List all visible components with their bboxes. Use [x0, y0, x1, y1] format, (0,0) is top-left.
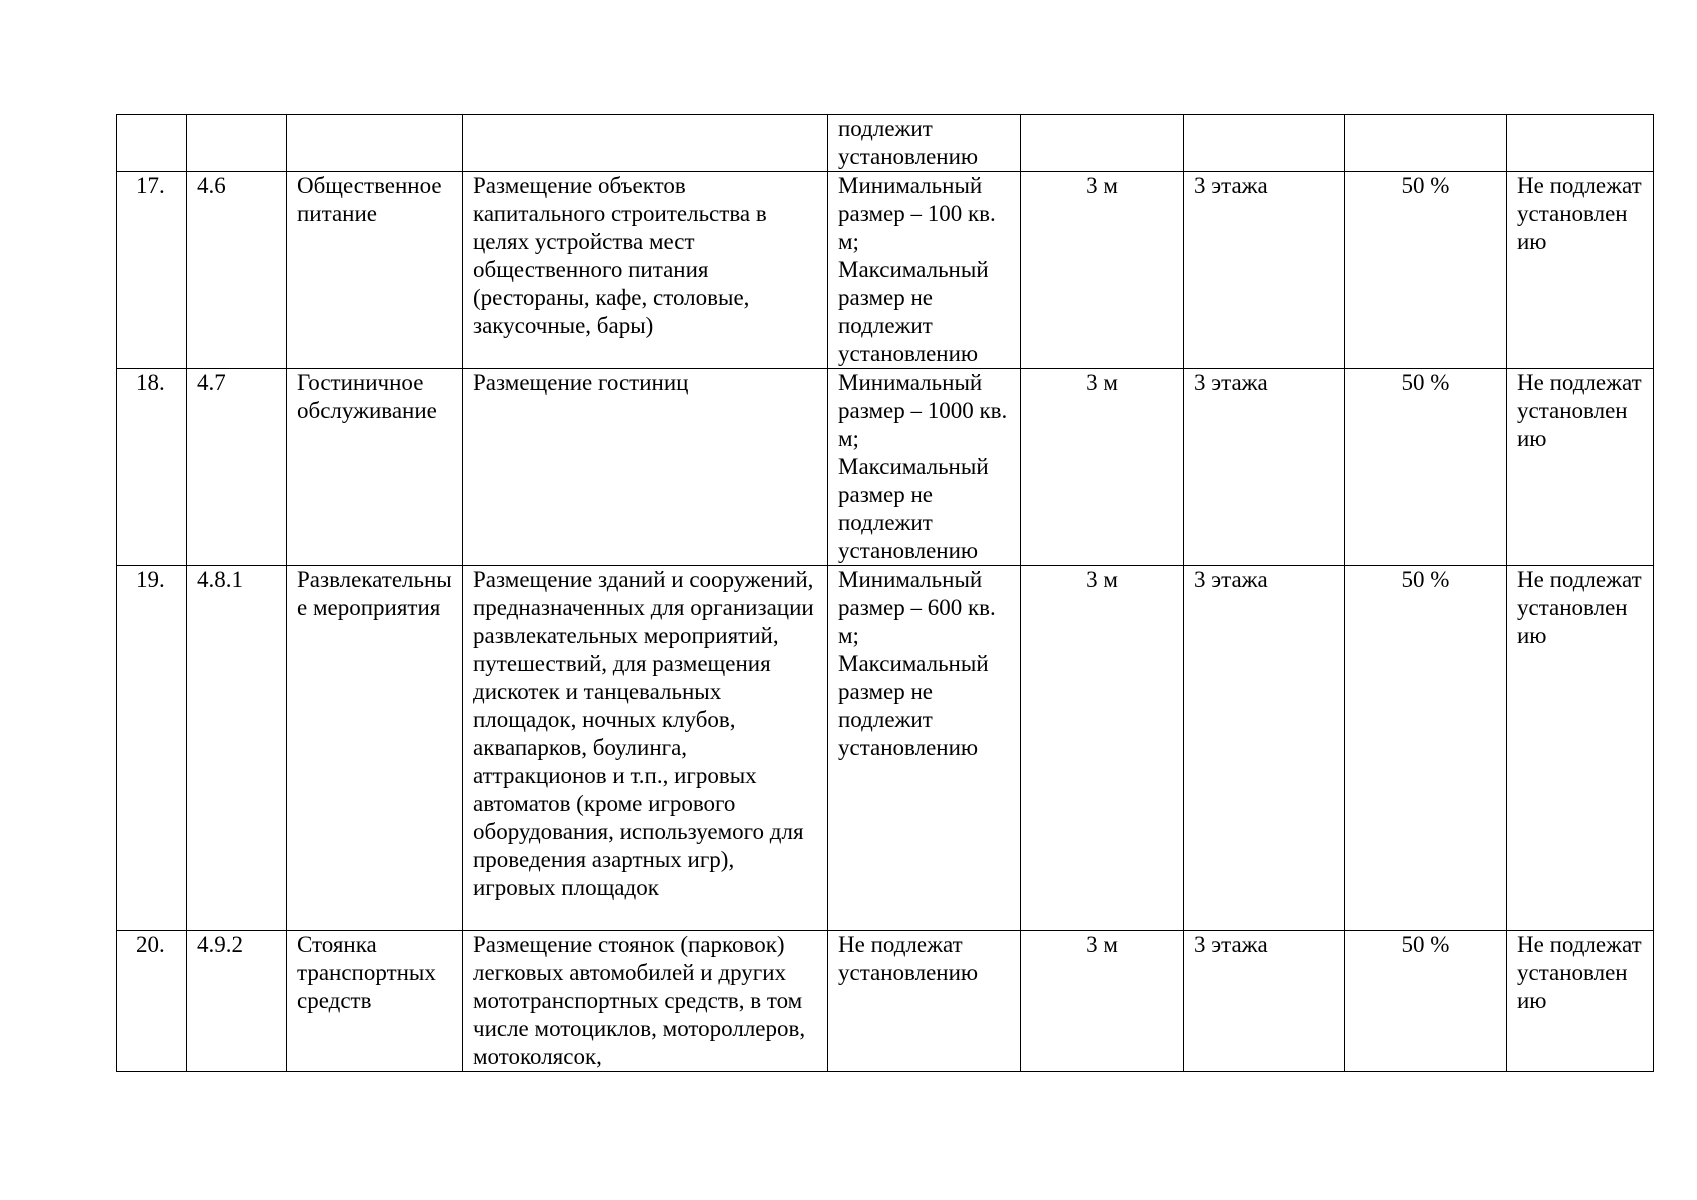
cell-num: 17.	[117, 172, 187, 369]
cell-description	[463, 115, 828, 172]
cell-name: Стоянка транспортных средств	[287, 931, 463, 1072]
cell-max-floors	[1184, 115, 1345, 172]
cell-max-floors: 3 этажа	[1184, 931, 1345, 1072]
cell-code: 4.8.1	[187, 566, 287, 931]
table-row-continuation	[117, 115, 1654, 172]
cell-code: 4.7	[187, 369, 287, 566]
cell-description: Размещение объектов капитального строительства в целях устройства мест общественного питания (рестораны, кафе, столовые, закусочные, бары)	[463, 172, 828, 369]
cell-description: Размещение зданий и сооружений, предназначенных для организации развлекательных мероприятий, путешествий, для размещения дискотек и танцевальных площадок, ночных клубов, аквапарков, боулинга, аттракционов и т.п., игровых автоматов (кроме игрового оборудования, используемого для проведения азартных игр), игровых площадок	[463, 566, 828, 931]
cell-plot-size: Минимальный размер – 1000 кв. м; Максимальный размер не подлежит установлению	[828, 369, 1021, 566]
table-row	[117, 931, 1654, 1072]
cell-code	[187, 115, 287, 172]
cell-num: 18.	[117, 369, 187, 566]
cell-min-indent: 3 м	[1021, 369, 1184, 566]
table-row	[117, 369, 1654, 566]
cell-num: 20.	[117, 931, 187, 1072]
cell-num	[117, 115, 187, 172]
cell-other: Не подлежат установлен ию	[1507, 369, 1654, 566]
cell-other: Не подлежат установлен ию	[1507, 172, 1654, 369]
cell-plot-size: Не подлежат установлению	[828, 931, 1021, 1072]
cell-name	[287, 115, 463, 172]
cell-max-coverage: 50 %	[1345, 369, 1507, 566]
cell-max-coverage: 50 %	[1345, 172, 1507, 369]
cell-max-floors: 3 этажа	[1184, 566, 1345, 931]
cell-description: Размещение стоянок (парковок) легковых автомобилей и других мототранспортных средств, в том числе мотоциклов, мотороллеров, мотоколясок,	[463, 931, 828, 1072]
cell-plot-size: подлежит установлению	[828, 115, 1021, 172]
table-row	[117, 172, 1654, 369]
cell-max-coverage: 50 %	[1345, 931, 1507, 1072]
cell-name: Развлекательны е мероприятия	[287, 566, 463, 931]
cell-name: Гостиничное обслуживание	[287, 369, 463, 566]
cell-other: Не подлежат установлен ию	[1507, 931, 1654, 1072]
zoning-regulations-table	[116, 114, 1654, 1072]
cell-min-indent: 3 м	[1021, 566, 1184, 931]
cell-max-floors: 3 этажа	[1184, 369, 1345, 566]
cell-other	[1507, 115, 1654, 172]
cell-plot-size: Минимальный размер – 600 кв. м; Максимальный размер не подлежит установлению	[828, 566, 1021, 931]
cell-code: 4.9.2	[187, 931, 287, 1072]
cell-max-coverage	[1345, 115, 1507, 172]
cell-max-coverage: 50 %	[1345, 566, 1507, 931]
cell-min-indent	[1021, 115, 1184, 172]
cell-name: Общественное питание	[287, 172, 463, 369]
cell-max-floors: 3 этажа	[1184, 172, 1345, 369]
table-row	[117, 566, 1654, 931]
cell-description: Размещение гостиниц	[463, 369, 828, 566]
cell-code: 4.6	[187, 172, 287, 369]
cell-plot-size: Минимальный размер – 100 кв. м; Максимальный размер не подлежит установлению	[828, 172, 1021, 369]
cell-num: 19.	[117, 566, 187, 931]
cell-other: Не подлежат установлен ию	[1507, 566, 1654, 931]
cell-min-indent: 3 м	[1021, 931, 1184, 1072]
cell-min-indent: 3 м	[1021, 172, 1184, 369]
